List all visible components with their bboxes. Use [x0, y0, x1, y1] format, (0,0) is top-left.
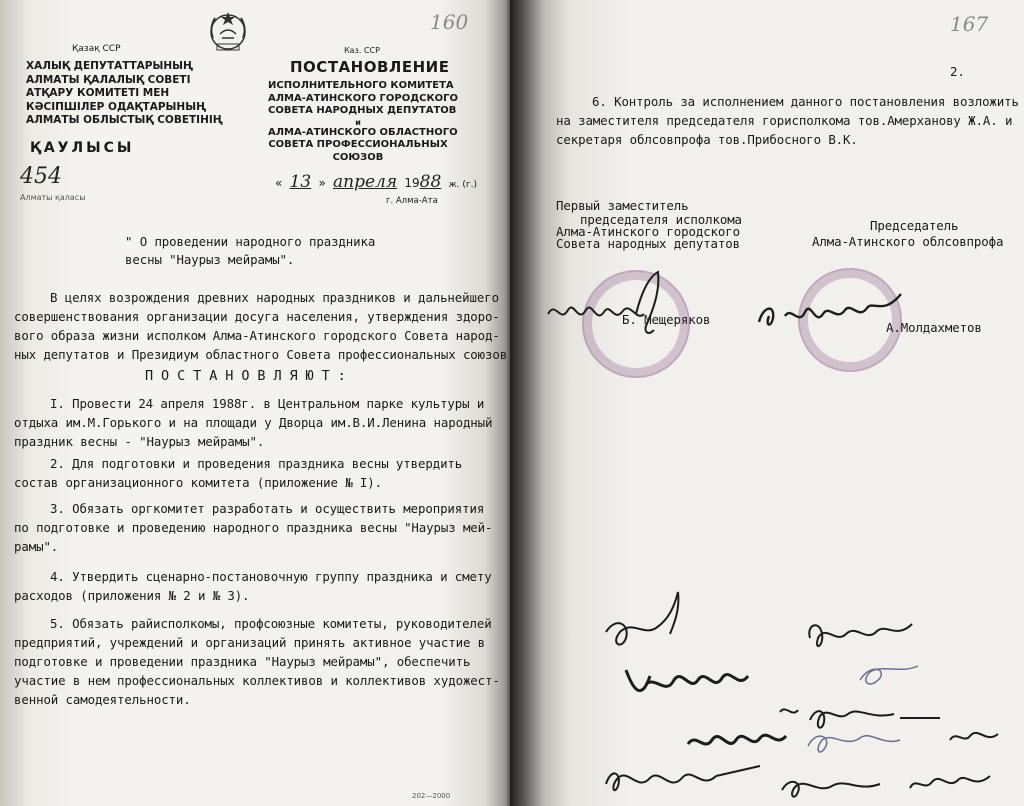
- date-month: апреля: [333, 172, 398, 192]
- subject-line: весны "Наурыз мейрамы".: [125, 252, 295, 267]
- document-number: [20, 164, 62, 189]
- signature-2: [755, 286, 905, 340]
- resolve-heading: П О С Т А Н О В Л Я Ю Т :: [145, 368, 346, 384]
- kz-header-line: ХАЛЫҚ ДЕПУТАТТАРЫНЫҢ: [26, 60, 194, 72]
- preamble-line: совершенствования организации досуга населения, утверждения здоро-: [14, 309, 500, 324]
- ru-header-line: АЛМА-АТИНСКОГО ГОРОДСКОГО: [268, 92, 459, 104]
- document-date: [275, 172, 477, 192]
- kz-header-line: АЛМАТЫ ОБЛЫСТЫҚ СОВЕТІНІҢ: [26, 114, 223, 126]
- signer1-title-line: Первый заместитель: [556, 198, 689, 213]
- item-line: отдыха им.М.Горького и на площади у Дворца им.В.И.Ленина народный: [14, 415, 493, 430]
- item-line: предприятий, учреждений и организаций принять активное участие в: [14, 635, 486, 650]
- state-emblem-icon: [205, 8, 251, 54]
- committee-signatures: [570, 580, 1020, 806]
- item-line: участие в нем профессиональных коллективов и коллективов художест-: [14, 673, 500, 688]
- right-page: [510, 0, 1024, 806]
- ru-country-label: Каз. ССР: [344, 46, 380, 55]
- signer2-name: А.Молдахметов: [886, 320, 982, 335]
- ru-header-block: [268, 80, 459, 164]
- ru-header-line: и: [355, 117, 361, 127]
- archive-page-number: 160: [430, 10, 469, 34]
- ru-title: ПОСТАНОВЛЕНИЕ: [290, 58, 450, 76]
- item6-line: 6. Контроль за исполнением данного постановления возложить: [592, 94, 1019, 109]
- item-line: по подготовке и проведению народного праздника весны "Наурыз мей-: [14, 520, 493, 535]
- kz-header-line: АТҚАРУ КОМИТЕТІ МЕН: [26, 87, 170, 99]
- item6-line: секретаря облсовпрофа тов.Прибосного В.К.: [556, 132, 858, 147]
- kz-kaulysy-title: ҚАУЛЫСЫ: [30, 140, 135, 156]
- date-quote: «: [275, 176, 283, 190]
- item-line: 3. Обязать оргкомитет разработать и осуществить мероприятия: [50, 501, 485, 516]
- item-line: рамы".: [14, 539, 59, 554]
- signer1-title-line: Совета народных депутатов: [556, 236, 740, 251]
- ru-city-label: г. Алма-Ата: [386, 196, 438, 206]
- document-number-value: 454: [20, 164, 62, 189]
- item-line: праздник весны - "Наурыз мейрамы".: [14, 434, 265, 449]
- preamble-line: ных депутатов и Президиум областного Совета профессиональных союзов: [14, 347, 508, 362]
- item-line: венной самодеятельности.: [14, 692, 191, 707]
- signer1-name: Б. Мещеряков: [622, 312, 711, 327]
- kz-header-block: [26, 60, 223, 128]
- signer2-title-line: Алма-Атинского облсовпрофа: [812, 234, 1004, 249]
- item6-line: на заместителя председателя горисполкома тов.Амерханову Ж.А. и: [556, 113, 1013, 128]
- signer1-title-line: председателя исполкома: [580, 212, 742, 227]
- item-line: 4. Утвердить сценарно-постановочную группу праздника и смету: [50, 569, 492, 584]
- kz-header-line: АЛМАТЫ ҚАЛАЛЫҚ СОВЕТІ: [26, 73, 191, 86]
- archive-page-number: 167: [950, 12, 989, 36]
- date-quote: »: [318, 176, 326, 190]
- print-run-code: 202—2000: [412, 792, 451, 800]
- item-line: подготовке и проведении праздника "Наурыз мейрамы", обеспечить: [14, 654, 471, 669]
- item-line: 2. Для подготовки и проведения праздника весны утвердить: [50, 456, 463, 471]
- date-year-prefix: 19: [404, 176, 420, 190]
- date-suffix: ж. (г.): [448, 180, 477, 190]
- page-number: 2.: [950, 64, 965, 79]
- ru-header-line: АЛМА-АТИНСКОГО ОБЛАСТНОГО: [268, 126, 458, 138]
- item-line: 5. Обязать райисполкомы, профсоюзные комитеты, руководителей: [50, 616, 492, 631]
- item-line: состав организационного комитета (приложение № I).: [14, 475, 382, 490]
- ru-header-line: ИСПОЛНИТЕЛЬНОГО КОМИТЕТА: [268, 80, 454, 91]
- item-line: I. Провести 24 апреля 1988г. в Центральном парке культуры и: [50, 396, 485, 411]
- kz-header-line: КӘСІПШІЛЕР ОДАҚТАРЫНЫҢ: [26, 100, 207, 113]
- date-day: 13: [289, 172, 312, 192]
- signer1-title-line: Алма-Атинского городского: [556, 224, 740, 239]
- signer2-title-line: Председатель: [870, 218, 959, 233]
- preamble-line: В целях возрождения древних народных праздников и дальнейшего: [50, 290, 499, 305]
- subject-line: " О проведении народного праздника: [125, 234, 376, 249]
- ru-header-line: СОВЕТА НАРОДНЫХ ДЕПУТАТОВ: [268, 105, 457, 116]
- ru-header-line: СОВЕТА ПРОФЕССИОНАЛЬНЫХ: [268, 139, 448, 150]
- kz-city-label: Алматы қаласы: [20, 193, 86, 202]
- item-line: расходов (приложения № 2 и № 3).: [14, 588, 250, 603]
- date-year: 88: [419, 172, 442, 192]
- preamble-line: вого образа жизни исполком Алма-Атинского городского Совета народ-: [14, 328, 500, 343]
- ru-header-line: СОЮЗОВ: [332, 151, 384, 163]
- signature-1: [546, 270, 696, 344]
- kz-country-label: Қазақ ССР: [72, 44, 121, 54]
